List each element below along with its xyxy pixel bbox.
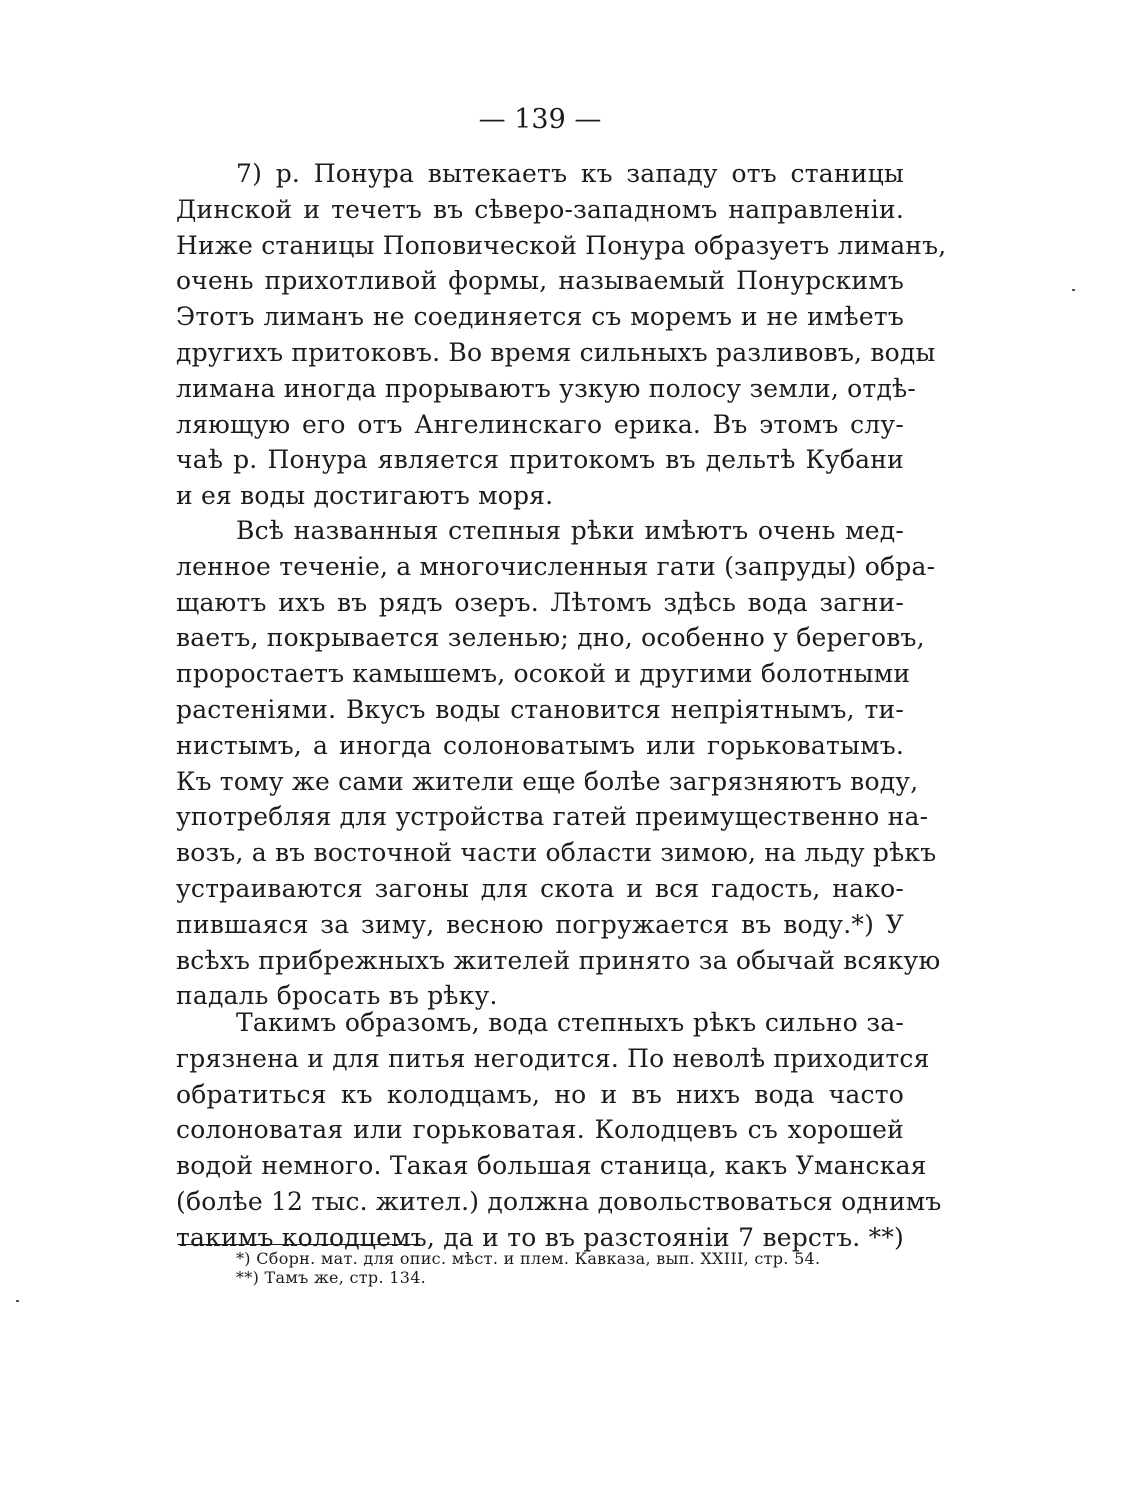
text-line: такимъ колодцемъ, да и то въ разстояніи 7 верстъ. **)	[176, 1222, 904, 1252]
footnotes	[236, 1249, 820, 1287]
text-line: Этотъ лиманъ не соединяется съ моремъ и не имѣетъ	[176, 302, 904, 332]
scan-speck	[16, 1300, 19, 1302]
text-line: чаѣ р. Понура является притокомъ въ дельтѣ Кубани	[176, 445, 904, 475]
text-line: Къ тому же сами жители еще болѣе загрязняютъ воду,	[176, 766, 919, 796]
text-line: солоноватая или горьковатая. Колодцевъ съ хорошей	[176, 1115, 904, 1145]
text-line: устраиваются загоны для скота и вся гадость, нако-	[176, 873, 904, 903]
text-line: ляющую его отъ Ангелинскаго ерика. Въ этомъ слу-	[176, 409, 904, 439]
text-line: возъ, а въ восточной части области зимою, на льду рѣкъ	[176, 838, 937, 868]
text-line: употребляя для устройства гатей преимущественно на-	[176, 802, 929, 832]
text-line: грязнена и для питья негодится. По неволѣ приходится	[176, 1043, 930, 1073]
text-line: водой немного. Такая большая станица, какъ Уманская	[176, 1151, 927, 1181]
text-line: и ея воды достигаютъ моря.	[176, 481, 554, 511]
text-line: (болѣе 12 тыс. жител.) должна довольствоваться однимъ	[176, 1186, 942, 1216]
text-line: Такимъ образомъ, вода степныхъ рѣкъ сильно за-	[236, 1008, 904, 1037]
text-line: 7) р. Понура вытекаетъ къ западу отъ станицы	[236, 159, 904, 188]
paragraph-wells	[176, 1005, 942, 1256]
text-line: лимана иногда прорываютъ узкую полосу земли, отдѣ-	[176, 373, 916, 403]
text-line: ваетъ, покрывается зеленью; дно, особенно у береговъ,	[176, 623, 925, 653]
text-line: ленное теченіе, а многочисленныя гати (запруды) обра-	[176, 551, 936, 581]
text-line: Динской и течетъ въ сѣверо-западномъ направленіи.	[176, 194, 904, 224]
footnote: **) Тамъ же, стр. 134.	[236, 1268, 427, 1287]
text-line: щаютъ ихъ въ рядъ озеръ. Лѣтомъ здѣсь вода загни-	[176, 587, 904, 617]
text-line: нистымъ, а иногда солоноватымъ или горьковатымъ.	[176, 730, 904, 760]
text-line: Ниже станицы Поповической Понура образуетъ лиманъ,	[176, 230, 947, 260]
text-line: растеніями. Вкусъ воды становится непріятнымъ, ти-	[176, 694, 904, 724]
text-line: проростаетъ камышемъ, осокой и другими болотными	[176, 659, 911, 689]
footnote: *) Сборн. мат. для опис. мѣст. и плем. Кавказа, вып. XXIII, стр. 54.	[236, 1249, 821, 1268]
text-line: всѣхъ прибрежныхъ жителей принято за обычай всякую	[176, 945, 941, 975]
text-line: обратиться къ колодцамъ, но и въ нихъ вода часто	[176, 1079, 904, 1109]
paragraph-ponura-river	[176, 156, 947, 514]
paragraph-steppe-rivers	[176, 513, 941, 1014]
scan-speck	[1072, 289, 1075, 291]
text-line: пившаяся за зиму, весною погружается въ воду.*) У	[176, 909, 904, 939]
text-line: очень прихотливой формы, называемый Понурскимъ	[176, 266, 904, 296]
text-line: падаль бросать въ рѣку.	[176, 981, 498, 1011]
text-line: другихъ притоковъ. Во время сильныхъ разливовъ, воды	[176, 337, 936, 367]
footnote-divider	[178, 1244, 420, 1245]
page-number: — 139 —	[478, 104, 602, 135]
text-line: Всѣ названныя степныя рѣки имѣютъ очень мед-	[236, 516, 904, 545]
